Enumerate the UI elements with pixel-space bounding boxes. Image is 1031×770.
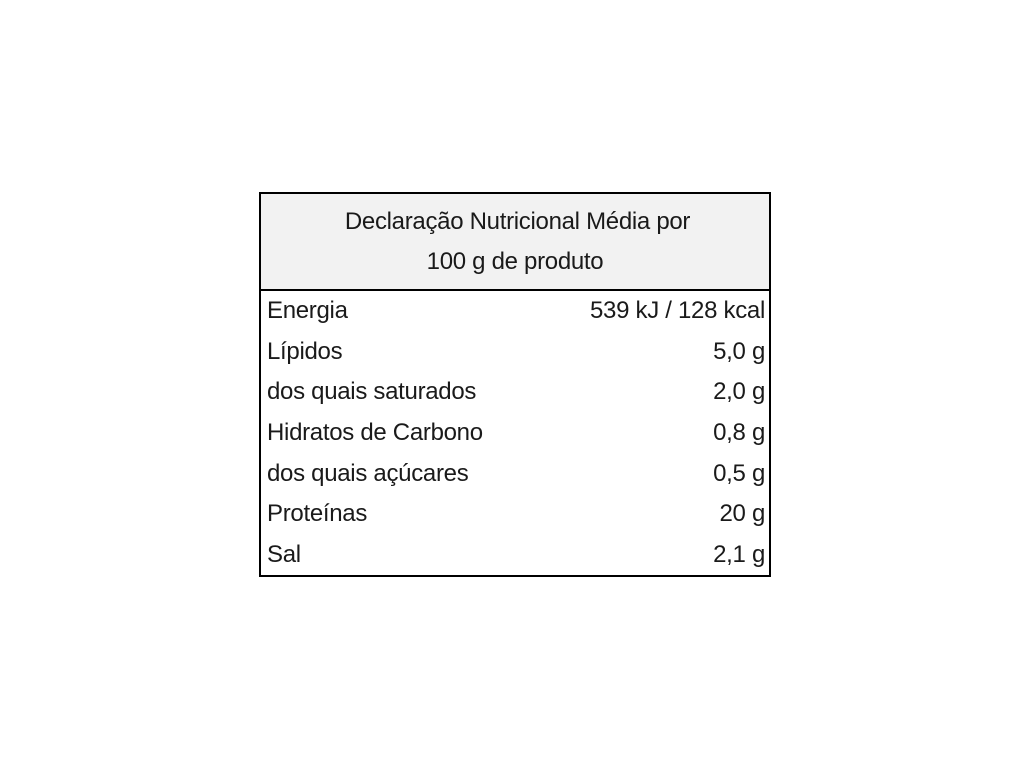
- table-row-hidratos: [261, 413, 769, 454]
- table-row-saturados: [261, 372, 769, 413]
- table-header: [261, 194, 769, 291]
- nutrient-value: 5,0 g: [713, 337, 765, 365]
- nutrient-value: 2,0 g: [713, 378, 765, 406]
- header-title-line-1: Declaração Nutricional Média por: [344, 207, 691, 235]
- nutrient-value: 20 g: [719, 500, 765, 528]
- nutrient-name: Lípidos: [267, 337, 343, 365]
- nutrient-value: 539 kJ / 128 kcal: [589, 297, 765, 325]
- nutrient-name: Sal: [267, 540, 301, 568]
- table-row-acucares: [261, 453, 769, 494]
- table-row-lipidos: [261, 332, 769, 373]
- table-row-sal: [261, 535, 769, 576]
- nutrient-name: dos quais açúcares: [267, 459, 469, 487]
- table-row-energia: [261, 291, 769, 332]
- header-title-line-2: 100 g de produto: [426, 247, 604, 275]
- nutrition-table: [259, 192, 771, 577]
- nutrient-name: Proteínas: [267, 500, 368, 528]
- nutrient-name: Energia: [267, 297, 348, 325]
- nutrient-name: Hidratos de Carbono: [267, 419, 483, 447]
- table-body: [261, 291, 769, 575]
- nutrient-value: 0,8 g: [713, 419, 765, 447]
- nutrient-value: 2,1 g: [713, 540, 765, 568]
- nutrient-name: dos quais saturados: [267, 378, 477, 406]
- nutrient-value: 0,5 g: [713, 459, 765, 487]
- table-row-proteinas: [261, 494, 769, 535]
